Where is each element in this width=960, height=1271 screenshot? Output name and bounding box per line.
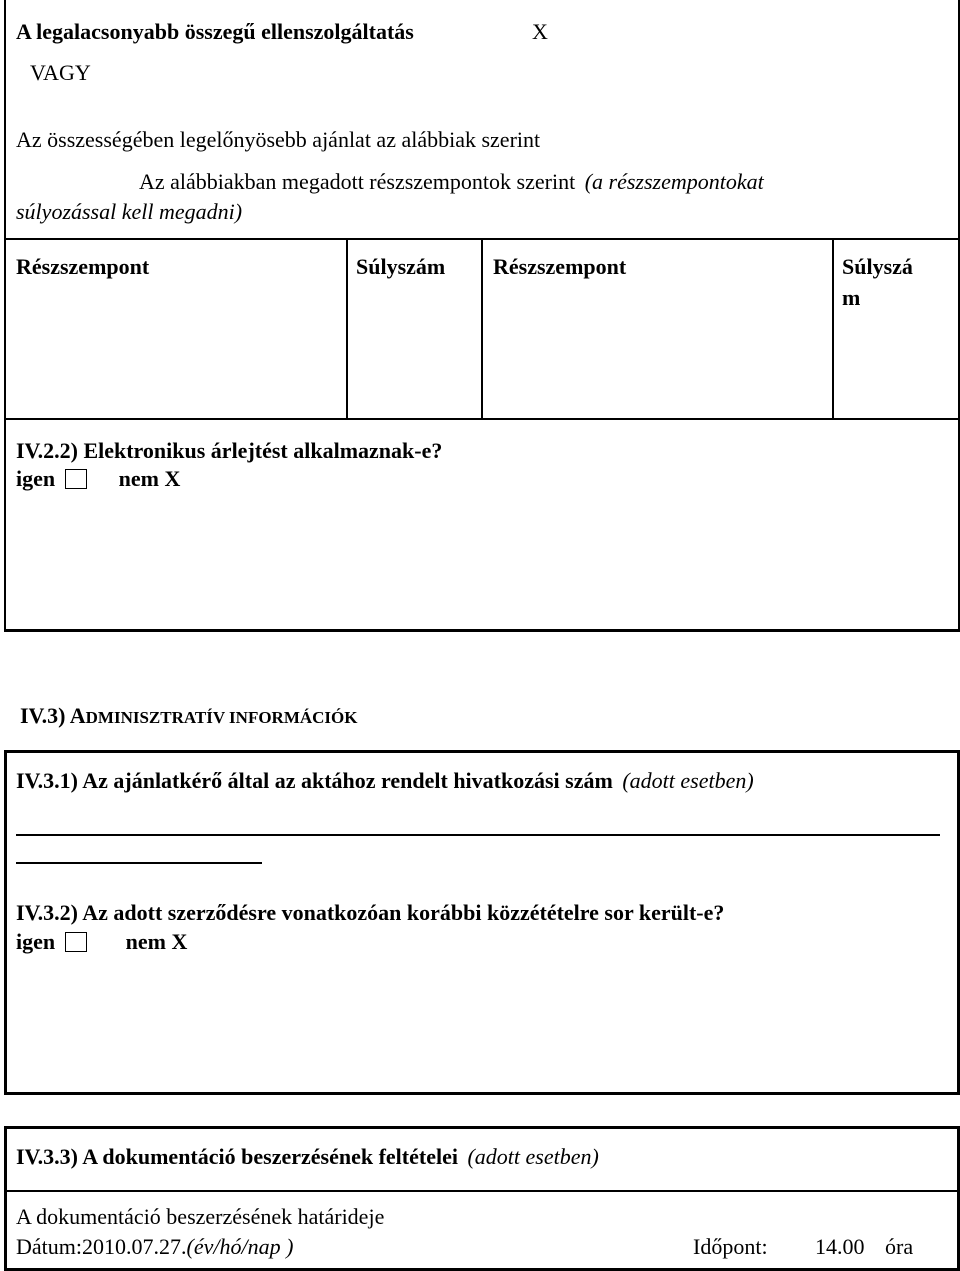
deadline-label: A dokumentáció beszerzésének határideje — [16, 1204, 385, 1229]
documentation-divider — [4, 1190, 960, 1192]
iv32-title: IV.3.2) Az adott szerződésre vonatkozóan korábbi közzétételre sor került-e? — [16, 900, 725, 925]
table-col-divider-2 — [481, 238, 483, 420]
table-header-weight-2: Súlyszá — [842, 254, 913, 279]
best-offer-label: Az összességében legelőnyösebb ajánlat az alábbiak szerint — [16, 127, 541, 152]
iv31-note: (adott esetben) — [622, 768, 754, 793]
iv3-heading-prefix: IV.3) A — [20, 703, 86, 728]
iv33-line — [16, 1146, 599, 1168]
iv32-options — [16, 931, 187, 953]
iv22-title: IV.2.2) Elektronikus árlejtést alkalmaznak-e? — [16, 438, 443, 463]
iv22-yes-label: igen — [16, 466, 56, 491]
iv32-no-label: nem X — [125, 929, 188, 954]
iv22-options — [16, 468, 180, 490]
iv3-heading-caps: DMINISZTRATÍV INFORMÁCIÓK — [85, 708, 358, 727]
reference-number-field[interactable] — [16, 834, 940, 836]
or-label: VAGY — [30, 60, 91, 85]
subcriteria-line — [139, 171, 764, 193]
table-header-weight-1: Súlyszám — [356, 254, 446, 279]
table-col-divider-3 — [832, 238, 834, 420]
iv3-heading — [20, 705, 358, 727]
iv32-yes-label: igen — [16, 929, 56, 954]
date-line — [16, 1236, 293, 1258]
subcriteria-note: (a részszempontokat — [584, 169, 764, 194]
date-label: Dátum:2010.07.27. — [16, 1234, 187, 1259]
time-value: 14.00 — [815, 1234, 865, 1259]
table-header-subcriterion-1: Részszempont — [16, 254, 150, 279]
iv22-no-label: nem X — [118, 466, 181, 491]
time-unit: óra — [885, 1234, 914, 1259]
subcriteria-text: Az alábbiakban megadott részszempontok szerint — [139, 169, 576, 194]
lowest-price-label: A legalacsonyabb összegű ellenszolgáltatás — [16, 19, 414, 44]
iv33-note: (adott esetben) — [467, 1144, 599, 1169]
iv33-title: IV.3.3) A dokumentáció beszerzésének feltételei — [16, 1144, 458, 1169]
iv31-line — [16, 770, 754, 792]
table-header-subcriterion-2: Részszempont — [493, 254, 627, 279]
reference-number-field-cont[interactable] — [16, 862, 262, 864]
lowest-price-mark: X — [532, 19, 548, 44]
iv22-yes-checkbox[interactable] — [65, 469, 87, 489]
table-col-divider-1 — [346, 238, 348, 420]
iv31-title: IV.3.1) Az ajánlatkérő által az aktához rendelt hivatkozási szám — [16, 768, 613, 793]
subcriteria-note-cont: súlyozással kell megadni) — [16, 199, 243, 224]
iv32-yes-checkbox[interactable] — [65, 932, 87, 952]
table-header-weight-2-cont: m — [842, 285, 861, 310]
date-format: (év/hó/nap ) — [186, 1234, 294, 1259]
time-label: Időpont: — [693, 1234, 768, 1259]
